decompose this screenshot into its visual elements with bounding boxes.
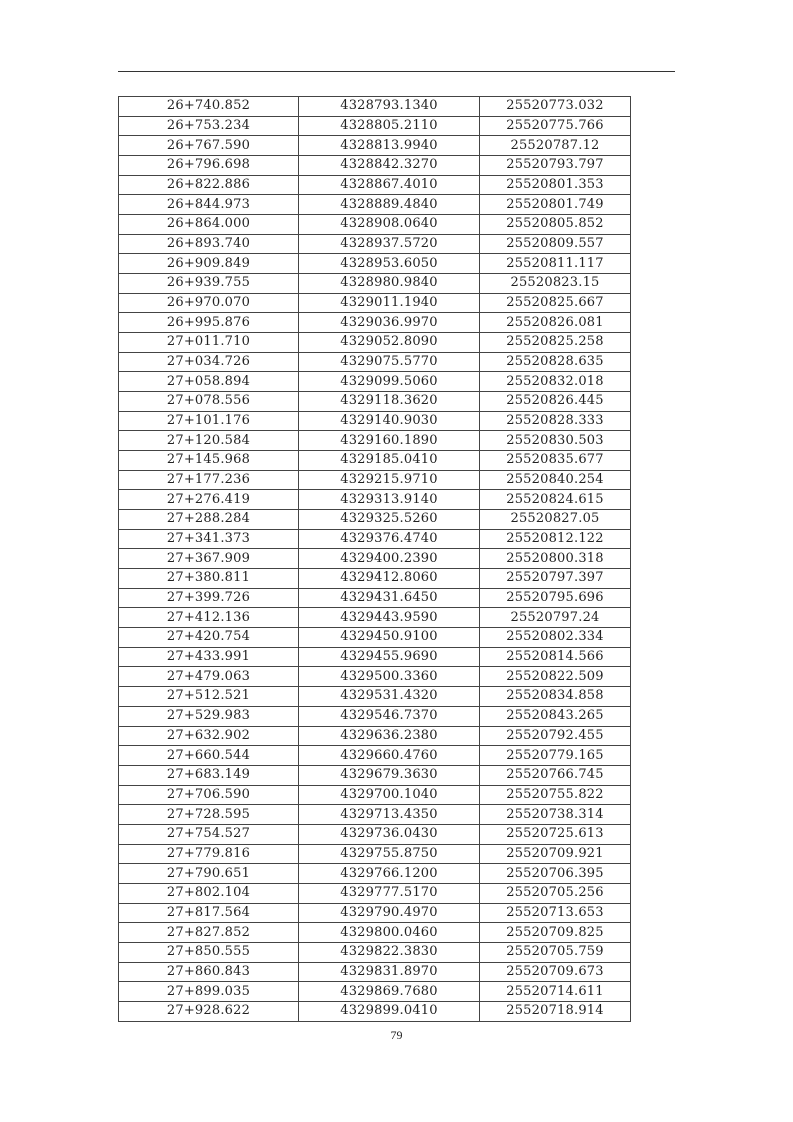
northing-cell: 4329412.8060	[299, 569, 480, 589]
station-cell: 27+790.651	[119, 864, 299, 884]
northing-cell: 4328793.1340	[299, 97, 480, 117]
station-cell: 27+420.754	[119, 628, 299, 648]
northing-cell: 4329636.2380	[299, 726, 480, 746]
northing-cell: 4329822.3830	[299, 942, 480, 962]
table-row	[119, 352, 631, 372]
table-row	[119, 116, 631, 136]
table-row	[119, 903, 631, 923]
table-row	[119, 274, 631, 294]
station-cell: 27+078.556	[119, 392, 299, 412]
easting-cell: 25520709.825	[480, 923, 631, 943]
table-row	[119, 490, 631, 510]
northing-cell: 4329660.4760	[299, 746, 480, 766]
table-row	[119, 628, 631, 648]
station-cell: 26+893.740	[119, 234, 299, 254]
easting-cell: 25520832.018	[480, 372, 631, 392]
table-row	[119, 785, 631, 805]
northing-cell: 4329376.4740	[299, 529, 480, 549]
easting-cell: 25520824.615	[480, 490, 631, 510]
station-cell: 27+817.564	[119, 903, 299, 923]
northing-cell: 4328980.9840	[299, 274, 480, 294]
northing-cell: 4329831.8970	[299, 962, 480, 982]
northing-cell: 4329777.5170	[299, 883, 480, 903]
table-row	[119, 510, 631, 530]
header-rule	[118, 71, 675, 72]
easting-cell: 25520713.653	[480, 903, 631, 923]
coordinates-table	[118, 96, 631, 1022]
table-row	[119, 706, 631, 726]
easting-cell: 25520779.165	[480, 746, 631, 766]
table-row	[119, 765, 631, 785]
northing-cell: 4329546.7370	[299, 706, 480, 726]
table-row	[119, 824, 631, 844]
easting-cell: 25520797.24	[480, 608, 631, 628]
northing-cell: 4328937.5720	[299, 234, 480, 254]
table-row	[119, 962, 631, 982]
easting-cell: 25520840.254	[480, 470, 631, 490]
table-row	[119, 549, 631, 569]
station-cell: 27+899.035	[119, 982, 299, 1002]
northing-cell: 4329185.0410	[299, 451, 480, 471]
station-cell: 26+740.852	[119, 97, 299, 117]
easting-cell: 25520800.318	[480, 549, 631, 569]
northing-cell: 4329400.2390	[299, 549, 480, 569]
station-cell: 27+367.909	[119, 549, 299, 569]
northing-cell: 4328805.2110	[299, 116, 480, 136]
northing-cell: 4329736.0430	[299, 824, 480, 844]
station-cell: 27+850.555	[119, 942, 299, 962]
station-cell: 27+479.063	[119, 667, 299, 687]
station-cell: 27+120.584	[119, 431, 299, 451]
table-row	[119, 254, 631, 274]
station-cell: 27+011.710	[119, 333, 299, 353]
station-cell: 27+058.894	[119, 372, 299, 392]
station-cell: 27+860.843	[119, 962, 299, 982]
station-cell: 27+706.590	[119, 785, 299, 805]
northing-cell: 4329455.9690	[299, 647, 480, 667]
table-row	[119, 215, 631, 235]
station-cell: 27+928.622	[119, 1001, 299, 1021]
easting-cell: 25520766.745	[480, 765, 631, 785]
station-cell: 26+753.234	[119, 116, 299, 136]
northing-cell: 4328908.0640	[299, 215, 480, 235]
station-cell: 27+779.816	[119, 844, 299, 864]
station-cell: 27+034.726	[119, 352, 299, 372]
station-cell: 27+660.544	[119, 746, 299, 766]
easting-cell: 25520705.759	[480, 942, 631, 962]
table-row	[119, 136, 631, 156]
station-cell: 27+827.852	[119, 923, 299, 943]
station-cell: 27+380.811	[119, 569, 299, 589]
table-row	[119, 687, 631, 707]
table-row	[119, 431, 631, 451]
easting-cell: 25520822.509	[480, 667, 631, 687]
northing-cell: 4329679.3630	[299, 765, 480, 785]
station-cell: 26+939.755	[119, 274, 299, 294]
easting-cell: 25520828.333	[480, 411, 631, 431]
easting-cell: 25520714.611	[480, 982, 631, 1002]
station-cell: 26+864.000	[119, 215, 299, 235]
northing-cell: 4329099.5060	[299, 372, 480, 392]
station-cell: 26+844.973	[119, 195, 299, 215]
northing-cell: 4329036.9970	[299, 313, 480, 333]
station-cell: 27+276.419	[119, 490, 299, 510]
northing-cell: 4329140.9030	[299, 411, 480, 431]
northing-cell: 4329011.1940	[299, 293, 480, 313]
easting-cell: 25520787.12	[480, 136, 631, 156]
easting-cell: 25520809.557	[480, 234, 631, 254]
station-cell: 27+632.902	[119, 726, 299, 746]
table-row	[119, 726, 631, 746]
northing-cell: 4329800.0460	[299, 923, 480, 943]
table-row	[119, 588, 631, 608]
table-row	[119, 529, 631, 549]
table-row	[119, 667, 631, 687]
easting-cell: 25520709.673	[480, 962, 631, 982]
northing-cell: 4329075.5770	[299, 352, 480, 372]
table-row	[119, 156, 631, 176]
table-row	[119, 864, 631, 884]
northing-cell: 4329215.9710	[299, 470, 480, 490]
northing-cell: 4329790.4970	[299, 903, 480, 923]
easting-cell: 25520828.635	[480, 352, 631, 372]
table-row	[119, 392, 631, 412]
easting-cell: 25520709.921	[480, 844, 631, 864]
table-row	[119, 195, 631, 215]
easting-cell: 25520725.613	[480, 824, 631, 844]
station-cell: 26+970.070	[119, 293, 299, 313]
table-row	[119, 372, 631, 392]
table-row	[119, 982, 631, 1002]
table-row	[119, 411, 631, 431]
station-cell: 27+683.149	[119, 765, 299, 785]
northing-cell: 4328813.9940	[299, 136, 480, 156]
table-row	[119, 647, 631, 667]
northing-cell: 4329313.9140	[299, 490, 480, 510]
northing-cell: 4329531.4320	[299, 687, 480, 707]
northing-cell: 4329443.9590	[299, 608, 480, 628]
station-cell: 27+728.595	[119, 805, 299, 825]
northing-cell: 4329160.1890	[299, 431, 480, 451]
station-cell: 26+995.876	[119, 313, 299, 333]
easting-cell: 25520801.749	[480, 195, 631, 215]
station-cell: 27+288.284	[119, 510, 299, 530]
easting-cell: 25520835.677	[480, 451, 631, 471]
easting-cell: 25520826.081	[480, 313, 631, 333]
table-row	[119, 293, 631, 313]
table-row	[119, 569, 631, 589]
station-cell: 27+177.236	[119, 470, 299, 490]
station-cell: 27+512.521	[119, 687, 299, 707]
easting-cell: 25520834.858	[480, 687, 631, 707]
station-cell: 27+101.176	[119, 411, 299, 431]
easting-cell: 25520812.122	[480, 529, 631, 549]
station-cell: 27+802.104	[119, 883, 299, 903]
easting-cell: 25520738.314	[480, 805, 631, 825]
northing-cell: 4329118.3620	[299, 392, 480, 412]
easting-cell: 25520825.258	[480, 333, 631, 353]
easting-cell: 25520802.334	[480, 628, 631, 648]
easting-cell: 25520718.914	[480, 1001, 631, 1021]
coordinates-table-body	[119, 97, 631, 1022]
easting-cell: 25520755.822	[480, 785, 631, 805]
northing-cell: 4329869.7680	[299, 982, 480, 1002]
table-row	[119, 175, 631, 195]
table-row	[119, 942, 631, 962]
northing-cell: 4328953.6050	[299, 254, 480, 274]
easting-cell: 25520797.397	[480, 569, 631, 589]
station-cell: 26+796.698	[119, 156, 299, 176]
easting-cell: 25520830.503	[480, 431, 631, 451]
easting-cell: 25520706.395	[480, 864, 631, 884]
table-row	[119, 608, 631, 628]
northing-cell: 4329755.8750	[299, 844, 480, 864]
northing-cell: 4329052.8090	[299, 333, 480, 353]
easting-cell: 25520814.566	[480, 647, 631, 667]
table-row	[119, 746, 631, 766]
northing-cell: 4329325.5260	[299, 510, 480, 530]
northing-cell: 4329713.4350	[299, 805, 480, 825]
table-row	[119, 470, 631, 490]
table-row	[119, 1001, 631, 1021]
table-row	[119, 97, 631, 117]
station-cell: 27+754.527	[119, 824, 299, 844]
table-row	[119, 883, 631, 903]
easting-cell: 25520792.455	[480, 726, 631, 746]
table-row	[119, 805, 631, 825]
easting-cell: 25520843.265	[480, 706, 631, 726]
station-cell: 26+767.590	[119, 136, 299, 156]
easting-cell: 25520775.766	[480, 116, 631, 136]
easting-cell: 25520811.117	[480, 254, 631, 274]
table-row	[119, 844, 631, 864]
northing-cell: 4328889.4840	[299, 195, 480, 215]
table-row	[119, 451, 631, 471]
northing-cell: 4328867.4010	[299, 175, 480, 195]
easting-cell: 25520823.15	[480, 274, 631, 294]
easting-cell: 25520805.852	[480, 215, 631, 235]
northing-cell: 4329500.3360	[299, 667, 480, 687]
northing-cell: 4329700.1040	[299, 785, 480, 805]
station-cell: 26+822.886	[119, 175, 299, 195]
table-row	[119, 234, 631, 254]
station-cell: 27+145.968	[119, 451, 299, 471]
northing-cell: 4329899.0410	[299, 1001, 480, 1021]
northing-cell: 4328842.3270	[299, 156, 480, 176]
easting-cell: 25520826.445	[480, 392, 631, 412]
easting-cell: 25520795.696	[480, 588, 631, 608]
station-cell: 27+399.726	[119, 588, 299, 608]
table-row	[119, 313, 631, 333]
northing-cell: 4329431.6450	[299, 588, 480, 608]
easting-cell: 25520801.353	[480, 175, 631, 195]
page-number: 79	[390, 1028, 403, 1042]
northing-cell: 4329766.1200	[299, 864, 480, 884]
station-cell: 27+341.373	[119, 529, 299, 549]
station-cell: 27+433.991	[119, 647, 299, 667]
easting-cell: 25520827.05	[480, 510, 631, 530]
easting-cell: 25520825.667	[480, 293, 631, 313]
easting-cell: 25520773.032	[480, 97, 631, 117]
northing-cell: 4329450.9100	[299, 628, 480, 648]
station-cell: 26+909.849	[119, 254, 299, 274]
easting-cell: 25520705.256	[480, 883, 631, 903]
table-row	[119, 923, 631, 943]
station-cell: 27+529.983	[119, 706, 299, 726]
easting-cell: 25520793.797	[480, 156, 631, 176]
table-row	[119, 333, 631, 353]
station-cell: 27+412.136	[119, 608, 299, 628]
